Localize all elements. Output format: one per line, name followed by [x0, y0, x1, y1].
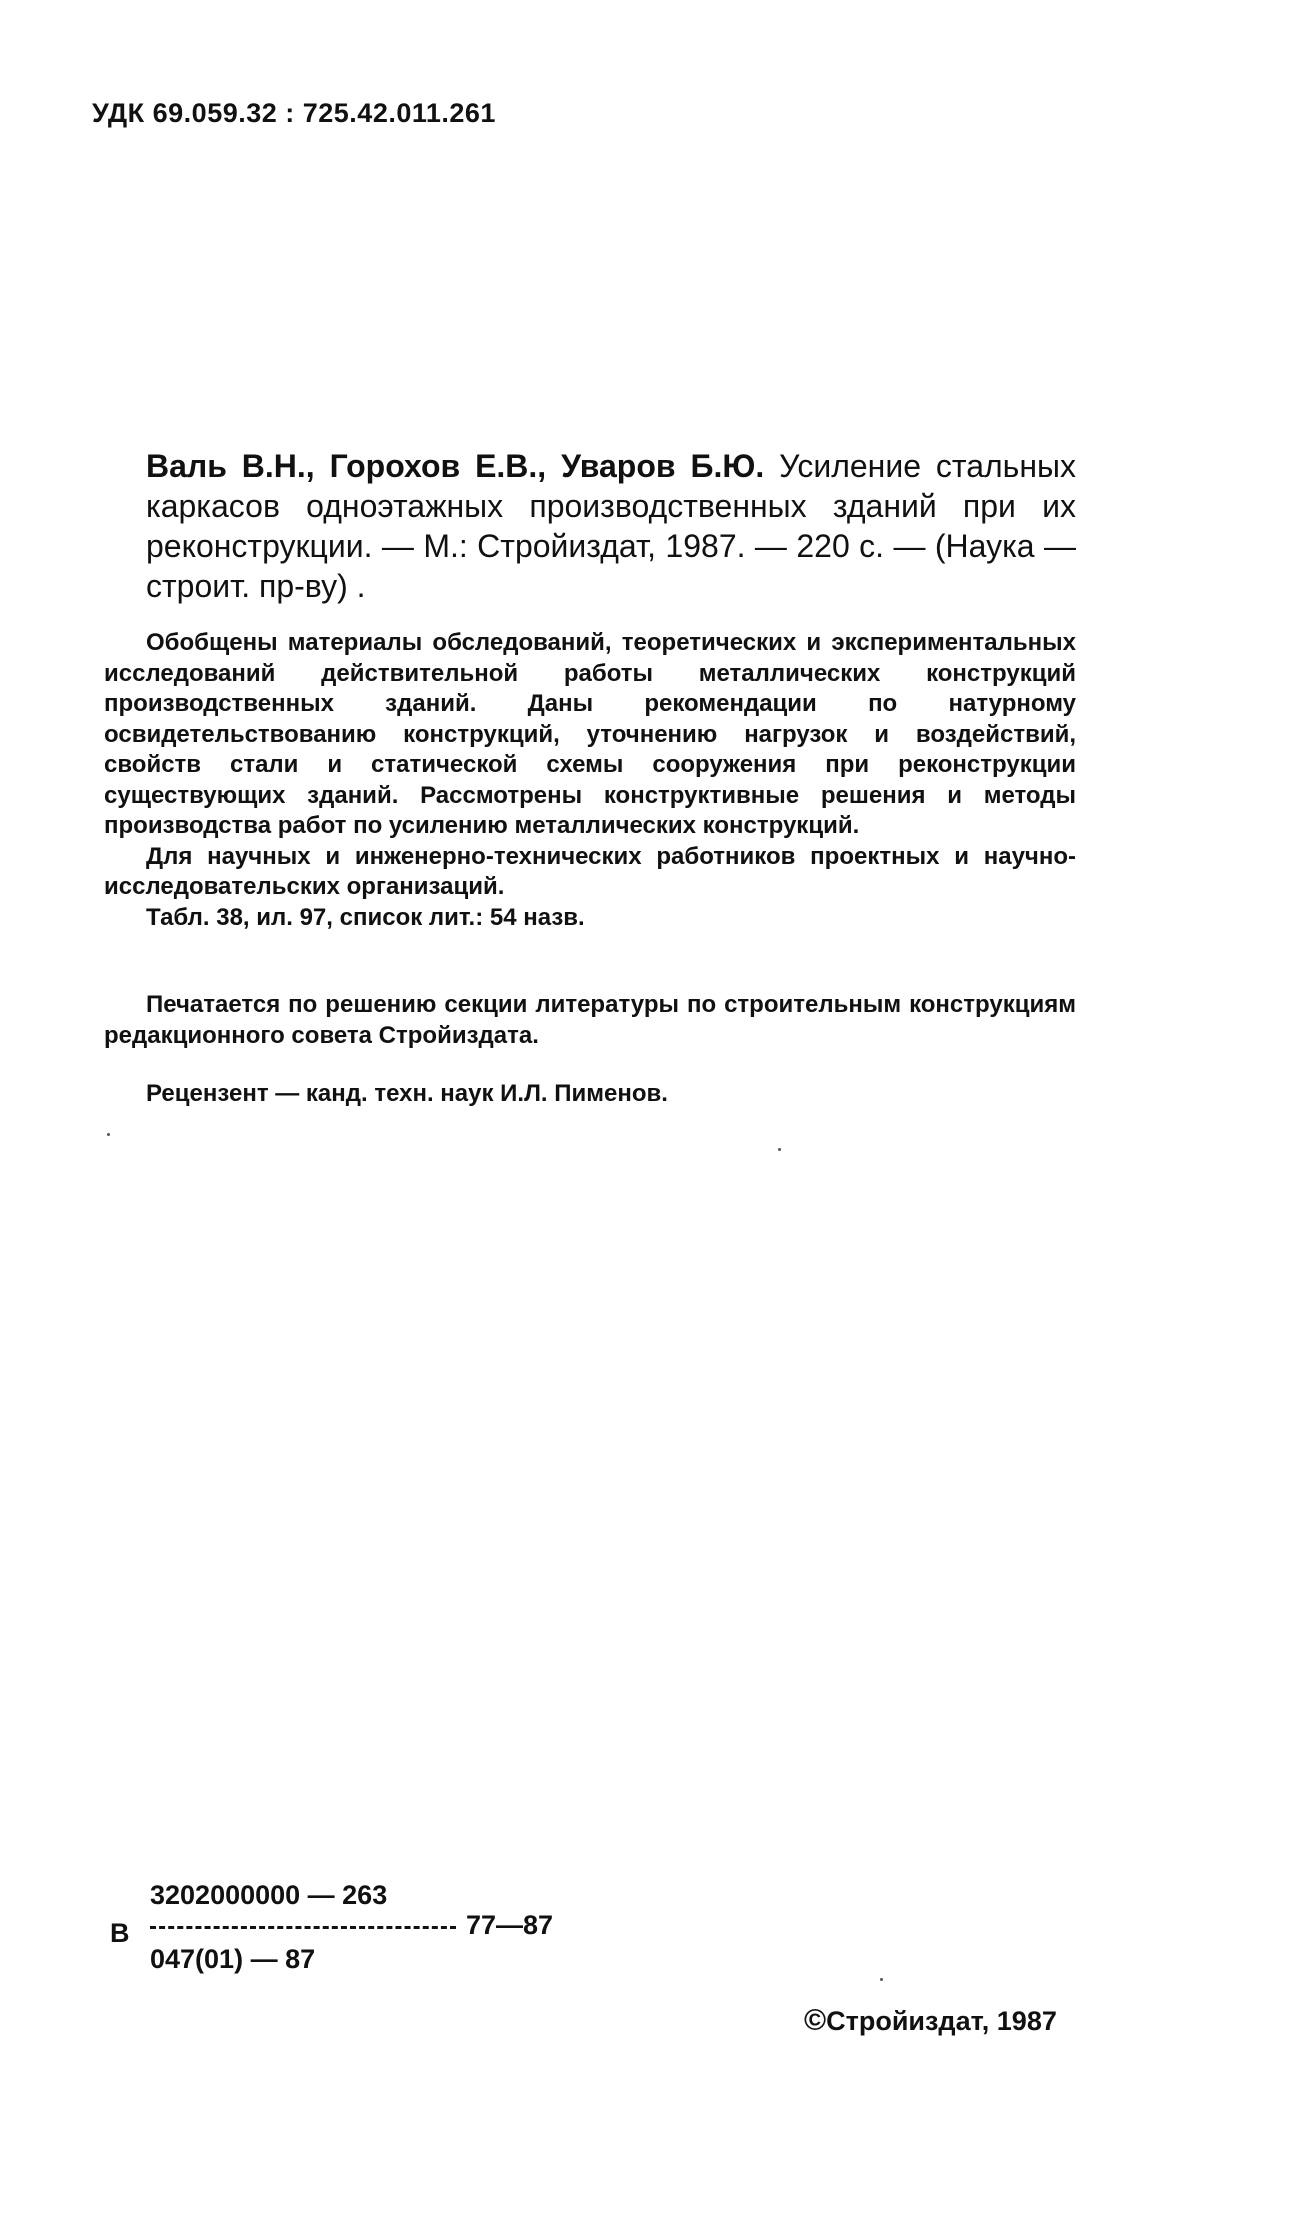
- copyright-text: Стройиздат, 1987: [826, 2006, 1057, 2036]
- bibliographic-text: Усиление стальных каркасов одноэтажных производственных зданий при их реконструкции. — М.: Стройиздат, 1987. — 220 с. — (Наука — строит. пр-ву) .: [146, 448, 1077, 604]
- copyright: [804, 2004, 1057, 2038]
- abstract: [104, 628, 1076, 933]
- index-numerator: 3202000000 — 263: [150, 1880, 388, 1910]
- print-speck: [880, 1978, 883, 1981]
- udc-code: УДК 69.059.32 : 725.42.011.261: [92, 98, 496, 128]
- print-speck: [778, 1148, 781, 1151]
- bibliographic-description: [146, 446, 1076, 606]
- index-code: 77—87: [466, 1910, 554, 1940]
- imprint-note: Печатается по решению секции литературы по строительным конструкциям редакционного совета Стройиздата.: [104, 991, 1076, 1049]
- authors: Валь В.Н., Горохов Е.В., Уваров Б.Ю.: [146, 448, 765, 484]
- copyright-icon: ©: [804, 2004, 827, 2037]
- abstract-stats: Табл. 38, ил. 97, список лит.: 54 назв.: [146, 903, 585, 931]
- abstract-summary: Обобщены материалы обследований, теоретических и экспериментальных исследований действительной работы металлических конструкций производственных зданий. Даны рекомендации по натурному освидетельствованию конструкций, уточнению нагрузок и воздействий, свойств стали и статической схемы сооружения при реконструкции существующих зданий. Рассмотрены конструктивные решения и методы производства работ по усилению металлических конструкций.: [104, 629, 1076, 839]
- reviewer: Рецензент — канд. техн. наук И.Л. Пименов.: [146, 1080, 668, 1107]
- index-letter: В: [110, 1918, 130, 1948]
- index-denominator: 047(01) — 87: [150, 1944, 316, 1974]
- fraction-rule: [150, 1926, 456, 1929]
- print-speck: [107, 1133, 110, 1136]
- abstract-audience: Для научных и инженерно-технических работников проектных и научно-исследовательских организаций.: [104, 842, 1076, 900]
